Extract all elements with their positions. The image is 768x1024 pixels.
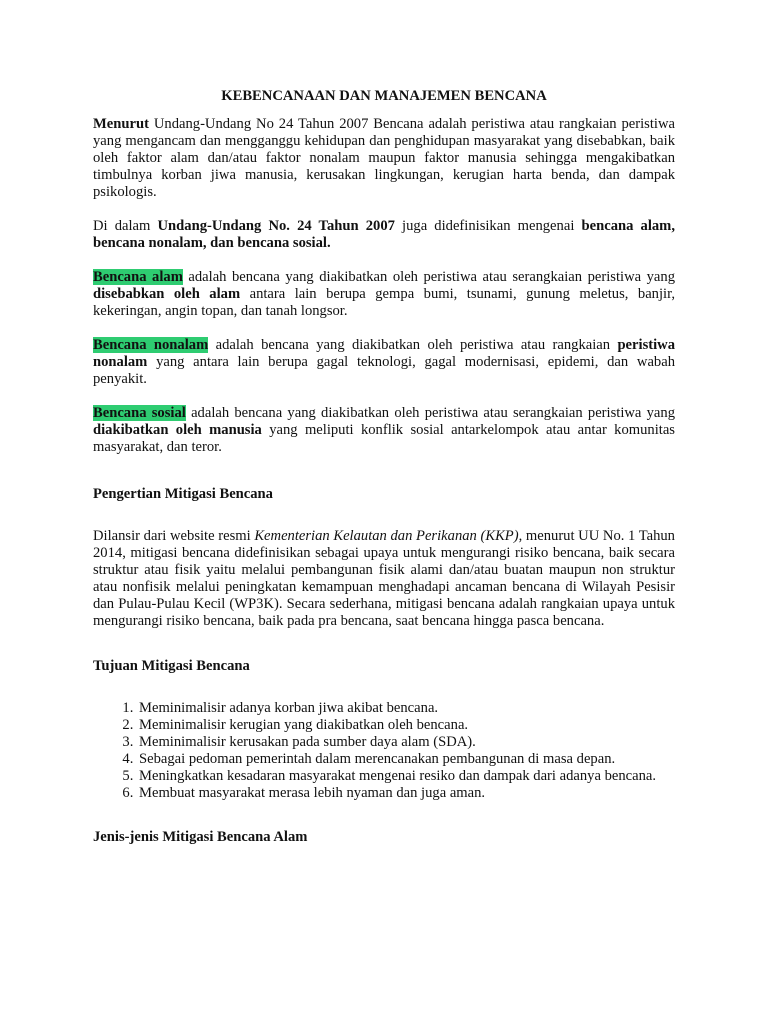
list-item: 1. Meminimalisir adanya korban jiwa akibat bencana. bbox=[137, 700, 675, 717]
tujuan-heading: Tujuan Mitigasi Bencana bbox=[93, 658, 250, 674]
bencana-nonalam-text-2: yang antara lain berupa gagal teknologi, gagal modernisasi, epidemi, dan wabah penyakit. bbox=[93, 354, 675, 387]
pengertian-pre: Dilansir dari website resmi bbox=[93, 528, 255, 544]
bencana-nonalam-paragraph bbox=[93, 337, 675, 388]
bencana-alam-bold: disebabkan oleh alam bbox=[93, 286, 241, 302]
list-item: 5. Meningkatkan kesadaran masyarakat mengenai resiko dan dampak dari adanya bencana. bbox=[137, 768, 675, 785]
pengertian-source: Kementerian Kelautan dan Perikanan (KKP) bbox=[254, 528, 519, 544]
intro-paragraph bbox=[93, 116, 675, 201]
bencana-nonalam-text-1: adalah bencana yang diakibatkan oleh peristiwa atau rangkaian bbox=[208, 337, 618, 353]
tujuan-list bbox=[93, 700, 675, 802]
definition-paragraph bbox=[93, 218, 675, 252]
bencana-alam-term: Bencana alam bbox=[93, 269, 183, 285]
pengertian-paragraph bbox=[93, 528, 675, 630]
bencana-alam-text-2: antara lain berupa gempa bumi, tsunami, gunung meletus, banjir, kekeringan, angin topan, dan tanah longsor. bbox=[93, 286, 676, 319]
pengertian-text: , menurut UU No. 1 Tahun 2014, mitigasi bencana didefinisikan sebagai upaya untuk mengurangi risiko bencana, baik secara struktur atau fisik yaitu melalui pembangunan fisik alami dan/atau buatan maupun non struktur atau nonfisik melalui peningkatan kemampuan menghadapi ancaman bencana di Wilayah Pesisir dan Pulau-Pulau Kecil (WP3K). Secara sederhana, mitigasi bencana adalah rangkaian upaya untuk mengurangi risiko bencana, baik pada pra bencana, saat bencana hingga pasca bencana. bbox=[93, 528, 675, 629]
document-title: KEBENCANAAN DAN MANAJEMEN BENCANA bbox=[221, 88, 547, 104]
bencana-sosial-text-2: yang meliputi konflik sosial antarkelompok atau antar komunitas masyarakat, dan teror. bbox=[93, 422, 675, 455]
list-item: 2. Meminimalisir kerugian yang diakibatkan oleh bencana. bbox=[137, 717, 675, 734]
document-page bbox=[93, 88, 675, 846]
bencana-alam-text-1: adalah bencana yang diakibatkan oleh peristiwa atau serangkaian peristiwa yang bbox=[182, 269, 676, 285]
intro-lead: Menurut bbox=[93, 116, 149, 132]
bencana-nonalam-bold: peristiwa nonalam bbox=[93, 337, 675, 370]
definition-mid: juga didefinisikan mengenai bbox=[394, 218, 582, 234]
bencana-sosial-text-1: adalah bencana yang diakibatkan oleh peristiwa atau serangkaian peristiwa yang bbox=[185, 405, 676, 421]
list-item: 6. Membuat masyarakat merasa lebih nyaman dan juga aman. bbox=[137, 785, 675, 802]
list-item: 3. Meminimalisir kerusakan pada sumber daya alam (SDA). bbox=[137, 734, 675, 751]
bencana-sosial-term: Bencana sosial bbox=[93, 405, 186, 421]
definition-pre: Di dalam bbox=[93, 218, 158, 234]
bencana-sosial-paragraph bbox=[93, 405, 675, 456]
pengertian-heading: Pengertian Mitigasi Bencana bbox=[93, 486, 273, 502]
bencana-alam-paragraph bbox=[93, 269, 675, 320]
definition-law: Undang-Undang No. 24 Tahun 2007 bbox=[157, 218, 395, 234]
bencana-nonalam-term: Bencana nonalam bbox=[93, 337, 209, 353]
list-item: 4. Sebagai pedoman pemerintah dalam merencanakan pembangunan di masa depan. bbox=[137, 751, 675, 768]
definition-types: bencana alam, bencana nonalam, dan bencana sosial. bbox=[93, 218, 675, 251]
intro-text: Undang-Undang No 24 Tahun 2007 Bencana adalah peristiwa atau rangkaian peristiwa yang mengancam dan mengganggu kehidupan dan penghidupan masyarakat yang disebabkan, baik oleh faktor alam dan/atau faktor nonalam maupun faktor manusia sehingga mengakibatkan timbulnya korban jiwa manusia, kerusakan lingkungan, kerugian harta benda, dan dampak psikologis. bbox=[93, 116, 675, 200]
jenis-heading: Jenis-jenis Mitigasi Bencana Alam bbox=[93, 829, 308, 845]
bencana-sosial-bold: diakibatkan oleh manusia bbox=[93, 422, 262, 438]
